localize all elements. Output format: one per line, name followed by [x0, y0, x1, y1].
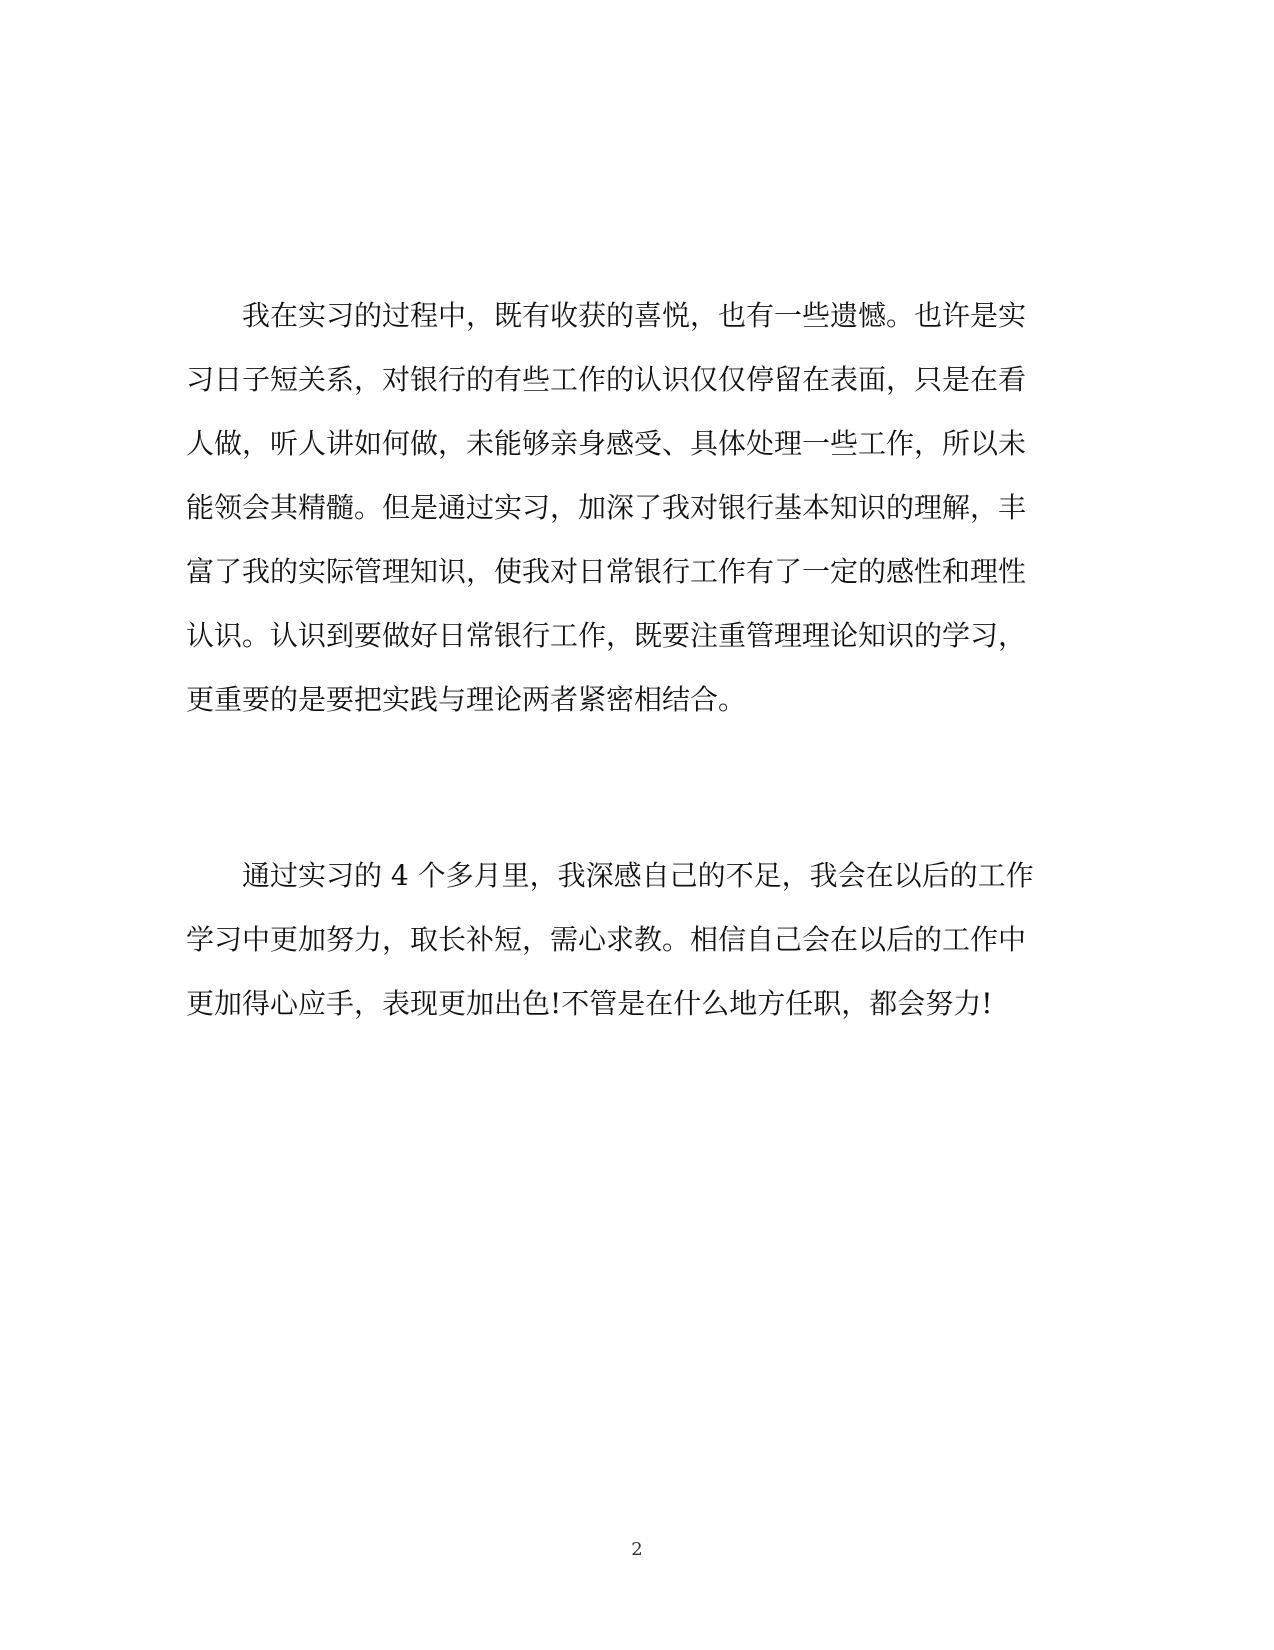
paragraph-2-line-3: 更加得心应手，表现更加出色!不管是在什么地方任职，都会努力! [186, 987, 993, 1020]
paragraph-2 [186, 844, 1066, 1036]
paragraph-1-line-6: 认识。认识到要做好日常银行工作，既要注重管理理论知识的学习， [186, 619, 1027, 652]
paragraph-1-line-7: 更重要的是要把实践与理论两者紧密相结合。 [186, 683, 747, 716]
paragraph-1-line-3: 人做，听人讲如何做，未能够亲身感受、具体处理一些工作，所以未 [186, 427, 1027, 460]
paragraph-1 [186, 284, 1066, 732]
paragraph-2-line-1: 通过实习的 4 个多月里，我深感自己的不足，我会在以后的工作 [186, 859, 1034, 892]
paragraph-1-line-5: 富了我的实际管理知识，使我对日常银行工作有了一定的感性和理性 [186, 555, 1027, 588]
paragraph-1-line-4: 能领会其精髓。但是通过实习，加深了我对银行基本知识的理解，丰 [186, 491, 1027, 524]
paragraph-1-line-2: 习日子短关系，对银行的有些工作的认识仅仅停留在表面，只是在看 [186, 363, 1027, 396]
page-number: 2 [631, 1539, 643, 1560]
paragraph-2-line-2: 学习中更加努力，取长补短，需心求教。相信自己会在以后的工作中 [186, 923, 1027, 956]
paragraph-1-line-1: 我在实习的过程中，既有收获的喜悦，也有一些遗憾。也许是实 [186, 299, 1027, 332]
